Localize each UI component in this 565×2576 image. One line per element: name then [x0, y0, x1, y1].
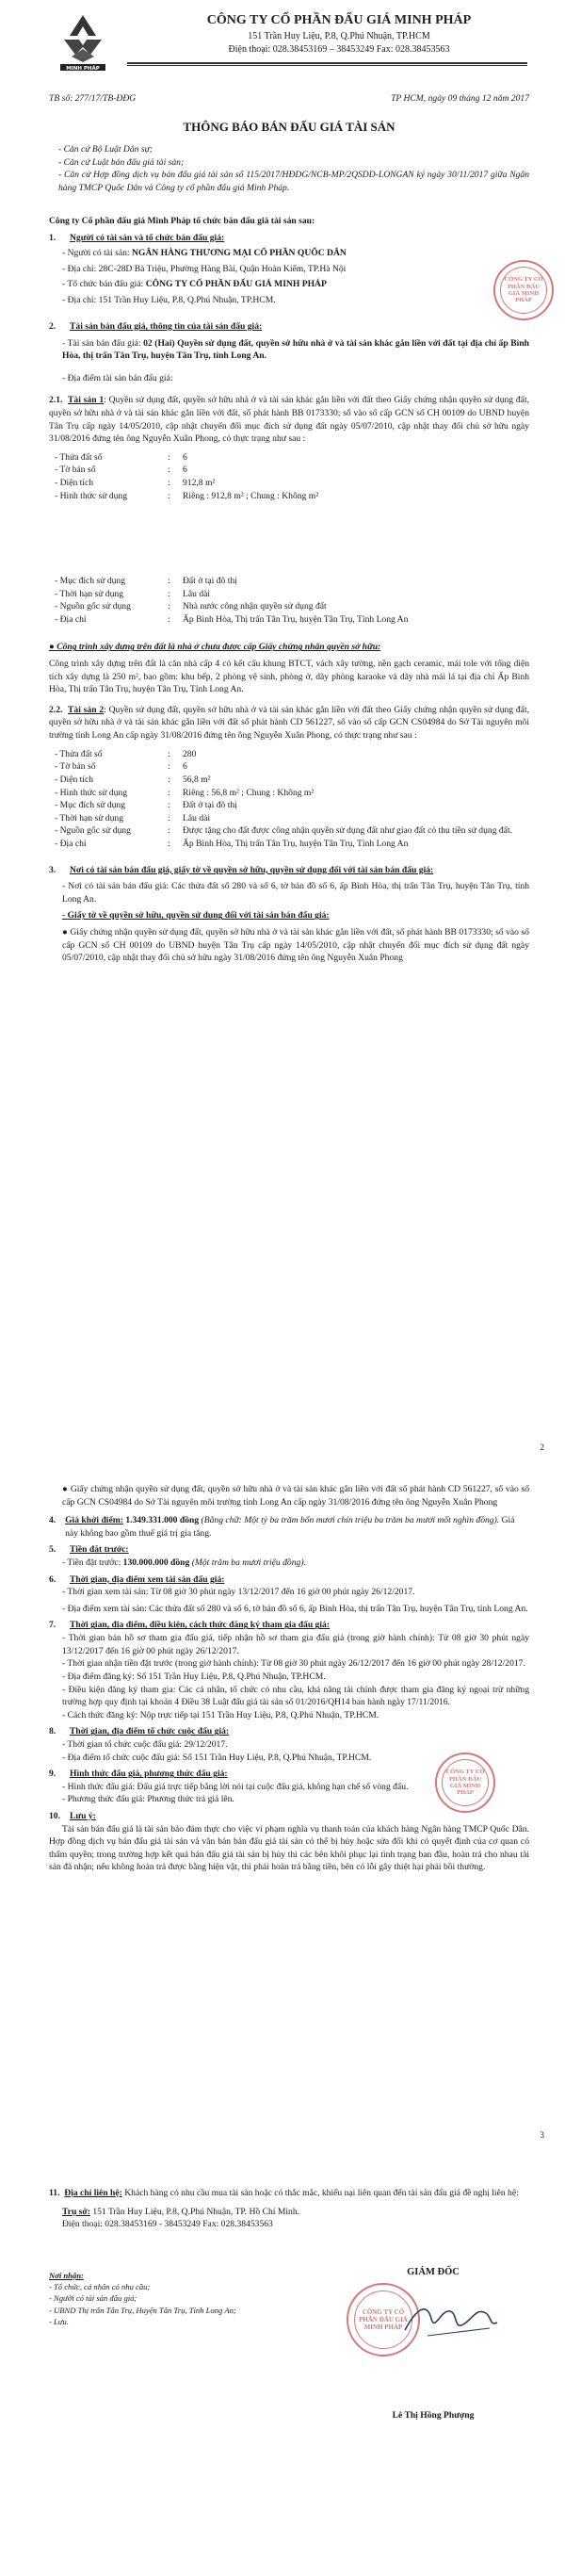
- recipient-item: - Lưu.: [49, 2316, 69, 2326]
- company-stamp-2: CÔNG TY CỔ PHẦN ĐẤU GIÁ MINH PHÁP: [435, 1753, 495, 1813]
- docs-heading: - Giấy tờ về quyền sở hữu, quyền sử dụng đối với tài sản bán đấu giá:: [62, 910, 330, 921]
- auction-place: - Địa điểm tổ chức cuộc đấu giá: Số 151 Trần Huy Liệu, P.8, Q.Phú Nhuận, TP.HCM.: [62, 1752, 372, 1763]
- asset-2-row: - Diện tích : 56,8 m²: [55, 774, 211, 785]
- deposit-line: - Tiền đặt trước: 130.000.000 đồng (Một trăm ba mươi triệu đồng).: [62, 1557, 306, 1569]
- basis-2: - Căn cứ Luật bán đấu giá tài sản;: [58, 156, 185, 168]
- asset-1-row: - Thửa đất số : 6: [55, 451, 187, 463]
- document-title: THÔNG BÁO BÁN ĐẤU GIÁ TÀI SẢN: [183, 120, 396, 134]
- register-place: - Địa điểm đăng ký: Số 151 Trần Huy Liệu, P.8, Q.Phú Nhuận, TP.HCM.: [62, 1671, 326, 1682]
- asset-1-row: - Thời hạn sử dụng : Lâu dài: [55, 588, 211, 599]
- s8-heading: Thời gian, địa điểm tổ chức cuộc đấu giá:: [70, 1726, 230, 1737]
- view-place: - Địa điểm xem tài sản: Các thửa đất số 280 và số 6, tờ bản đồ số 6, ấp Bình Hòa, thị trấn Tân Trụ, huyện Tân Trụ, tỉnh Long An.: [62, 1603, 528, 1614]
- asset-1-table: [49, 451, 529, 502]
- owner-address: - Địa chỉ: 28C-28D Bà Triệu, Phường Hàng Bài, Quận Hoàn Kiếm, TP.Hà Nội: [62, 263, 347, 274]
- building-heading: ● Công trình xây dựng trên đất là nhà ở chưa được cấp Giấy chứng nhận quyền sở hữu:: [49, 642, 381, 653]
- asset-2-desc: 2.2. Tài sản 2: Quyền sử dụng đất, quyền sở hữu nhà ở và tài sản khác gắn liền với đất theo Giấy chứng nhận quyền sử dụng đất, quyền sở hữu nhà ở và tài sản khác gắn liền với đất số phát hành CD 561227, số vào sổ cấp GCN CS04984 do Sở Tài nguyên môi trường tỉnh Long An cấp ngày 31/08/2016 đứng tên ông Nguyễn Xuân Phong, có thực trạng như sau :: [49, 704, 530, 742]
- recipients-block: [49, 2270, 237, 2327]
- s7-heading: Thời gian, địa điểm, điều kiện, cách thức đăng ký tham gia đấu giá:: [70, 1620, 331, 1631]
- asset-2-row: - Địa chỉ : Ấp Bình Hòa, Thị trấn Tân Trụ, huyện Tân Trụ, Tỉnh Long An: [55, 838, 409, 849]
- section-2: 2. Tài sản bán đấu giá, thông tin của tài sản đấu giá: - Tài sản bán đấu giá: 02 (Hai) Quyền sử dụng đất, quyền sở hữu nhà ở và tài sản khác gắn liền với đất tại địa chỉ ấp Bình Hòa, thị trấn Tân Trụ, huyện Tân Trụ, tỉnh Long An. - Địa điểm tài sản bán đấu giá: 2.1. Tài sản 1: Quyền sử dụng đất, quyền sở hữu nhà ở và tài sản khác gắn liền với đất theo Giấy chứng nhận quyền sử dụng đất, quyền sở hữu nhà ở và tài sản khác gắn liền với đất, số phát hành BB 0173330; số vào sổ cấp GCN số CH 00109 do UBND huyện Tân Trụ cấp ngày 14/05/2010, cập nhật chuyển đổi mục đích sử dụng đất ngày 05/07/2010, cập nhật thay đổi chủ sở hữu ngày 31/08/2016 đứng tên ông Nguyễn Xuân Phong, có thực trạng như sau : - Thửa đất số : 6 - Tờ bản số : 6 - Diện tích : 912,8 m² - Hình thức sử dụng : Riêng : 912,8 m² ; Chung : Không m²: [49, 321, 530, 501]
- asset-1-row: - Địa chỉ : Ấp Bình Hòa, Thị trấn Tân Trụ, huyện Tân Trụ, Tỉnh Long An: [55, 613, 409, 625]
- bases-block: [49, 143, 529, 194]
- auction-time: - Thời gian tổ chức cuộc đấu giá: 29/12/2017.: [62, 1738, 228, 1750]
- intro-text: Công ty Cổ phần đấu giá Minh Pháp tổ chức bán đấu giá tài sản sau:: [49, 216, 315, 226]
- hq-line: Trụ sở: 151 Trần Huy Liệu, P.8, Q.Phú Nhuận, TP. Hồ Chí Minh.: [62, 2206, 300, 2217]
- doc-2: ● Giấy chứng nhận quyền sử dụng đất, quyền sở hữu nhà ở và tài sản khác gắn liền với đất số phát hành CD 561227, số vào sổ cấp GCN CS04984 do Sở Tài nguyên môi trường tỉnh Long An cấp ngày 31/08/2016 đứng tên ông Nguyễn Xuân Phong: [62, 1484, 529, 1508]
- org-line: - Tổ chức bán đấu giá: CÔNG TY CỔ PHẦN ĐẤU GIÁ MINH PHÁP: [62, 279, 327, 290]
- section-1: Công ty Cổ phần đấu giá Minh Pháp tổ chức bán đấu giá tài sản sau: 1. Người có tài sản và tổ chức bán đấu giá: - Người có tài sản: NGÂN HÀNG THƯƠNG MẠI CỔ PHẦN QUỐC DÂN - Địa chỉ: 28C-28D Bà Triệu, Phường Hàng Bài, Quận Hoàn Kiếm, TP.Hà Nội - Tổ chức bán đấu giá: CÔNG TY CỔ PHẦN ĐẤU GIÁ MINH PHÁP - Địa chỉ: 151 Trần Huy Liệu, P.8, Q.Phú Nhuận, TP.HCM.: [49, 215, 529, 307]
- building-desc: Công trình xây dựng trên đất là căn nhà cấp 4 có kết cấu khung BTCT, vách xây tường, nền gạch ceramic, mái tole với tổng diện tích xây dựng là 250 m², bao gồm: khu bếp, 2 phòng vệ sinh, phòng ở, dãy phòng karaoke và dãy nhà mái lá tại địa chỉ Ấp Bình Hòa, Thị trấn Tân Trụ, huyện Tân Trụ, Tỉnh Long An.: [49, 659, 529, 695]
- recipient-item: - Người có tài sản đấu giá;: [49, 2293, 137, 2304]
- register-method: - Cách thức đăng ký: Nộp trực tiếp tại 151 Trần Huy Liệu, P.8, Q.Phú Nhuận, TP.HCM.: [62, 1709, 379, 1720]
- asset-1-row: - Nguồn gốc sử dụng : Nhà nước công nhận quyền sử dụng đất: [55, 601, 327, 612]
- handwritten-signature-icon: [399, 2298, 503, 2343]
- logo-wordmark: MINH PHÁP: [66, 66, 100, 72]
- s2-heading: Tài sản bán đấu giá, thông tin của tài sản đấu giá:: [70, 321, 263, 332]
- asset-2-row: - Mục đích sử dụng : Đất ở tại đô thị: [55, 800, 237, 811]
- sections-3-10: ● Giấy chứng nhận quyền sử dụng đất, quyền sở hữu nhà ở và tài sản khác gắn liền với đất số phát hành CD 561227, số vào sổ cấp GCN CS04984 do Sở Tài nguyên môi trường tỉnh Long An cấp ngày 31/08/2016 đứng tên ông Nguyễn Xuân Phong 4. Giá khởi điểm: 1.349.331.000 đồng (Bằng chữ: Một tỷ ba trăm bốn mươi chín triệu ba trăm ba mươi mốt nghìn đồng). Giá này không bao gồm thuế giá trị gia tăng. 5. Tiền đặt trước: - Tiền đặt trước: 130.000.000 đồng (Một trăm ba mươi triệu đồng). 6. Thời gian, địa điểm xem tài sản đấu giá: - Thời gian xem tài sản: Từ 08 giờ 30 phút ngày 13/12/2017 đến 16 giờ 00 phút ngày 26/12/2017. - Địa điểm xem tài sản: Các thửa đất số 280 và số 6, tờ bản đồ số 6, ấp Bình Hòa, thị trấn Tân Trụ, huyện Tân Trụ, tỉnh Long An. 7. Thời gian, địa điểm, điều kiện, cách thức đăng ký tham gia đấu giá: - Thời gian bán hồ sơ tham gia đấu giá, tiếp nhận hồ sơ tham gia đấu giá (trong giờ hành chính): Từ 08 giờ 30 phút ngày 13/12/2017 đến 16 giờ 00 phút ngày 26/12/2017. - Thời gian nhận tiền đặt trước (trong giờ hành chính): Từ 08 giờ 30 phút ngày 26/12/2017 đến 16 giờ 00 phút ngày 28/12/2017. - Địa điểm đăng ký: Số 151 Trần Huy Liệu, P.8, Q.Phú Nhuận, TP.HCM. - Điều kiện đăng ký tham gia: Các cá nhân, tổ chức có nhu cầu, khả năng tài chính được tham gia đăng ký ngoại trừ những trường hợp quy định tại khoản 4 Điều 38 Luật đấu giá tài sản số 01/2016/QH14 ban hành ngày 17/11/2016. - Cách thức đăng ký: Nộp trực tiếp tại 151 Trần Huy Liệu, P.8, Q.Phú Nhuận, TP.HCM. 8. Thời gian, địa điểm tổ chức cuộc đấu giá: - Thời gian tổ chức cuộc đấu giá: 29/12/2017. - Địa điểm tổ chức cuộc đấu giá: Số 151 Trần Huy Liệu, P.8, Q.Phú Nhuận, TP.HCM. 9. Hình thức đấu giá, phương thức đấu giá: - Hình thức đấu giá: Đấu giá trực tiếp bằng lời nói tại cuộc đấu giá, không hạn chế số vòng đấu. - Phương thức đấu giá: Phương thức trả giá lên. 10. Lưu ý: Tài sản bán đấu giá là tài sản bảo đảm thực cho việc vi phạm nghĩa vụ thanh toán của khách hàng Ngân hàng TMCP Quốc Dân. Hợp đồng dịch vụ bán đấu giá tài sản và văn bản bán đấu giá tài sản có thể bị hủy hoặc sửa đổi khi có quyết định của cơ quan có thẩm quyền; trong trường hợp kết quả bán đấu giá tài sản bị hủy thì các bên khôi phục lại tình trạng ban đầu, hoàn trả cho nhau tài sản đã nhận; nếu không hoàn trả được bằng hiện vật, thì phải hoàn trả bằng tiền, bên có lỗi gây thiệt hại phải bồi thường.: [49, 1484, 530, 1873]
- asset-summary: - Tài sản bán đấu giá: 02 (Hai) Quyền sử dụng đất, quyền sở hữu nhà ở và tài sản khác gắn liền với đất tại địa chỉ ấp Bình Hòa, thị trấn Tân Trụ, huyện Tân Trụ, tỉnh Long An.: [62, 337, 529, 362]
- s5-heading: Tiền đặt trước:: [70, 1544, 129, 1556]
- doc-1: ● Giấy chứng nhận quyền sử dụng đất, quyền sở hữu nhà ở và tài sản khác gắn liền với đất, số phát hành BB 0173330; số vào sổ cấp GCN số CH 00109 do UBND huyện Tân Trụ cấp ngày 14/05/2010, cập nhật chuyển đổi mục đích sử dụng đất ngày 05/07/2010, cập nhật thay đổi chủ sở hữu ngày 31/08/2016 đứng tên ông Nguyễn Xuân Phong: [62, 927, 529, 964]
- page-2: [0, 1470, 565, 2153]
- asset-2-row: - Nguồn gốc sử dụng : Được tặng cho đất được công nhận quyền sử dụng đất như giao đất có thu tiền sử dụng đất.: [55, 825, 513, 837]
- s1-heading: Người có tài sản và tổ chức bán đấu giá:: [70, 232, 225, 243]
- company-seal: CÔNG TY CỔ PHẦN ĐẤU GIÁ MINH PHÁP: [347, 2283, 420, 2356]
- recipient-item: - Tổ chức, cá nhân có nhu cầu;: [49, 2282, 151, 2292]
- page-number: 3: [540, 2130, 544, 2140]
- company-address: 151 Trần Huy Liệu, P.8, Q.Phú Nhuận, TP.HCM: [248, 31, 430, 41]
- asset-2-row: - Hình thức sử dụng : Riêng : 56,8 m² ; Chung : Không m²: [55, 787, 315, 798]
- company-contact: Điện thoại: 028.38453169 – 38453249 Fax: 028.38453563: [228, 44, 450, 55]
- asset-1-row: - Diện tích : 912,8 m²: [55, 478, 216, 489]
- page-number: 2: [540, 1443, 544, 1452]
- s10-heading: Lưu ý:: [70, 1811, 96, 1822]
- sell-time: - Thời gian bán hồ sơ tham gia đấu giá, tiếp nhận hồ sơ tham gia đấu giá (trong giờ hành chính): Từ 08 giờ 30 phút ngày 13/12/2017 đến 16 giờ 00 phút ngày 26/12/2017.: [62, 1633, 529, 1656]
- asset-1-table-2: - Mục đích sử dụng : Đất ở tại đô thị - Thời hạn sử dụng : Lâu dài - Nguồn gốc sử dụng : Nhà nước công nhận quyền sử dụng đất - Địa chỉ : Ấp Bình Hòa, Thị trấn Tân Trụ, huyện Tân Trụ, Tỉnh Long An ● Công trình xây dựng trên đất là nhà ở chưa được cấp Giấy chứng nhận quyền sở hữu: Công trình xây dựng trên đất là căn nhà cấp 4 có kết cấu khung BTCT, vách xây tường, nền gạch ceramic, mái tole với tổng diện tích xây dựng là 250 m², bao gồm: khu bếp, 2 phòng vệ sinh, phòng ở, dãy phòng karaoke và dãy nhà mái lá tại địa chỉ Ấp Bình Hòa, Thị trấn Tân Trụ, huyện Tân Trụ, Tỉnh Long An. 2.2. Tài sản 2: Quyền sử dụng đất, quyền sở hữu nhà ở và tài sản khác gắn liền với đất theo Giấy chứng nhận quyền sử dụng đất, quyền sở hữu nhà ở và tài sản khác gắn liền với đất số phát hành CD 561227, số vào sổ cấp GCN CS04984 do Sở Tài nguyên môi trường tỉnh Long An cấp ngày 31/08/2016 đứng tên ông Nguyễn Xuân Phong, có thực trạng như sau : - Thửa đất số : 280 - Tờ bản số : 6 - Diện tích : 56,8 m² - Hình thức sử dụng : Riêng : 56,8 m² ; Chung : Không m² - Mục đích sử dụng : Đất ở tại đô thị - Thời hạn sử dụng : Lâu dài - Nguồn gốc sử dụng : Được tặng cho đất được công nhận quyền sử dụng đất như giao đất có thu tiền sử dụng đất. - Địa chỉ : Ấp Bình Hòa, Thị trấn Tân Trụ, huyện Tân Trụ, Tỉnh Long An 3. Nơi có tài sản bán đấu giá, giấy tờ về quyền sở hữu, quyền sử dụng đối với tài sản bán đấu giá: - Nơi có tài sản bán đấu giá: Các thửa đất số 280 và số 6, tờ bản đồ số 6, ấp Bình Hòa, thị trấn Tân Trụ, huyện Tân Trụ, tỉnh Long An. - Giấy tờ về quyền sở hữu, quyền sử dụng đối với tài sản bán đấu giá: ● Giấy chứng nhận quyền sử dụng đất, quyền sở hữu nhà ở và tài sản khác gắn liền với đất, số phát hành BB 0173330; số vào sổ cấp GCN số CH 00109 do UBND huyện Tân Trụ cấp ngày 14/05/2010, cập nhật chuyển đổi mục đích sử dụng đất ngày 05/07/2010, cập nhật thay đổi chủ sở hữu ngày 31/08/2016 đứng tên ông Nguyễn Xuân Phong: [49, 576, 530, 964]
- reference-row: [49, 92, 529, 106]
- owner-line: - Người có tài sản: NGÂN HÀNG THƯƠNG MẠI CỔ PHẦN QUỐC DÂN: [62, 248, 347, 259]
- contact-text: 11. Địa chỉ liên hệ: Khách hàng có nhu cầu mua tài sản hoặc có thắc mắc, khiếu nại liên quan đến tài sản đấu giá đề nghị liên hệ:: [49, 2188, 519, 2198]
- auction-method: - Phương thức đấu giá: Phương thức trả giá lên.: [62, 1794, 234, 1805]
- section-11: [49, 2187, 529, 2231]
- letterhead: [38, 9, 527, 77]
- recipients-heading: Nơi nhận:: [49, 2271, 84, 2280]
- view-time: - Thời gian xem tài sản: Từ 08 giờ 30 phút ngày 13/12/2017 đến 16 giờ 00 phút ngày 26/12/2017.: [62, 1587, 415, 1598]
- asset-2-row: - Thửa đất số : 280: [55, 748, 197, 759]
- signer-role: GIÁM ĐỐC: [407, 2267, 460, 2277]
- basis-1: - Căn cứ Bộ Luật Dân sự;: [58, 144, 153, 155]
- note-text: Tài sản bán đấu giá là tài sản bảo đảm thực cho việc vi phạm nghĩa vụ thanh toán của khách hàng Ngân hàng TMCP Quốc Dân. Hợp đồng dịch vụ bán đấu giá tài sản và văn bản bán đấu giá tài sản có thể bị hủy hoặc sửa đổi khi có quyết định của cơ quan có thẩm quyền; trong trường hợp kết quả bán đấu giá tài sản bị hủy thì các bên khôi phục lại tình trạng ban đầu, hoàn trả cho nhau tài sản đã nhận; nếu không hoàn trả được bằng hiện vật, thì phải hoàn trả bằng tiền, bên có lỗi gây thiệt hại phải bồi thường.: [49, 1823, 529, 1873]
- header-rule-thin: [127, 65, 527, 66]
- asset-1-row: - Hình thức sử dụng : Riêng : 912,8 m² ; Chung : Không m²: [55, 490, 319, 501]
- asset-2-row: - Tờ bản số : 6: [55, 761, 187, 773]
- s6-heading: Thời gian, địa điểm xem tài sản đấu giá:: [70, 1573, 225, 1585]
- asset-1-row: - Mục đích sử dụng : Đất ở tại đô thị: [55, 576, 237, 586]
- s9-heading: Hình thức đấu giá, phương thức đấu giá:: [70, 1769, 228, 1780]
- asset-1-row: - Tờ bản số : 6: [55, 465, 187, 476]
- header-rule: [127, 62, 527, 64]
- s3-heading: Nơi có tài sản bán đấu giá, giấy tờ về quyền sở hữu, quyền sử dụng đối với tài sản bán đấu giá:: [70, 864, 434, 875]
- asset-location: - Địa điểm tài sản bán đấu giá:: [62, 372, 173, 383]
- asset-1-desc: 2.1. Tài sản 1: Quyền sử dụng đất, quyền sở hữu nhà ở và tài sản khác gắn liền với đất theo Giấy chứng nhận quyền sử dụng đất, quyền sở hữu nhà ở và tài sản khác gắn liền với đất, số phát hành BB 0173330; số vào sổ cấp GCN số CH 00109 do UBND huyện Tân Trụ cấp ngày 14/05/2010, cập nhật chuyển đổi mục đích sử dụng đất ngày 05/07/2010, cập nhật thay đổi chủ sở hữu ngày 31/08/2016 đứng tên ông Nguyễn Xuân Phong, có thực trạng như sau :: [49, 395, 530, 445]
- asset-2-table: [49, 748, 529, 851]
- page-3: [0, 2153, 565, 2576]
- recipient-item: - UBND Thị trấn Tân Trụ, Huyện Tân Trụ, Tỉnh Long An;: [49, 2305, 236, 2315]
- auction-form: - Hình thức đấu giá: Đấu giá trực tiếp bằng lời nói tại cuộc đấu giá, không hạn chế số vòng đấu.: [62, 1781, 409, 1792]
- reference-number: TB số: 277/17/TB-ĐĐG: [49, 93, 137, 104]
- s4-line: Giá khởi điểm: 1.349.331.000 đồng (Bằng chữ: Một tỷ ba trăm bốn mươi chín triệu ba trăm ba mươi mốt nghìn đồng). Giá này không bao gồm thuế giá trị gia tăng.: [65, 1515, 515, 1539]
- place-date: TP HCM, ngày 09 tháng 12 năm 2017: [391, 93, 529, 104]
- company-stamp: CÔNG TY CỔ PHẦN ĐẤU GIÁ MINH PHÁP: [493, 260, 554, 320]
- company-logo-icon: [55, 13, 111, 72]
- signer-name: Lê Thị Hồng Phượng: [392, 2410, 475, 2421]
- basis-3: - Căn cứ Hợp đồng dịch vụ bán đấu giá tài sản số 115/2017/HĐDG/NCB-MP/2QSDD-LONGAN ký ngày 30/11/2017 giữa Ngân hàng TMCP Quốc Dân và Công ty cổ phần đấu giá Minh Pháp.: [58, 170, 529, 193]
- asset-2-row: - Thời hạn sử dụng : Lâu dài: [55, 812, 211, 823]
- deposit-time: - Thời gian nhận tiền đặt trước (trong giờ hành chính): Từ 08 giờ 30 phút ngày 26/12/2017 đến 16 giờ 00 phút ngày 28/12/2017.: [62, 1658, 525, 1670]
- tel-line: Điện thoại: 028.38453169 - 38453249 Fax: 028.38453563: [62, 2219, 273, 2230]
- register-condition: - Điều kiện đăng ký tham gia: Các cá nhân, tổ chức có nhu cầu, khả năng tài chính được tham gia đăng ký ngoại trừ những trường hợp quy định tại khoản 4 Điều 38 Luật đấu giá tài sản số 01/2016/QH14 ban hành ngày 17/11/2016.: [62, 1684, 530, 1708]
- org-address: - Địa chỉ: 151 Trần Huy Liệu, P.8, Q.Phú Nhuận, TP.HCM.: [62, 295, 276, 306]
- asset-place: - Nơi có tài sản bán đấu giá: Các thửa đất số 280 và số 6, tờ bản đồ số 6, ấp Bình Hòa, thị trấn Tân Trụ, huyện Tân Trụ, tỉnh Long An.: [62, 881, 530, 905]
- signature-block: [339, 2266, 527, 2436]
- company-name: CÔNG TY CỔ PHẦN ĐẤU GIÁ MINH PHÁP: [206, 13, 472, 27]
